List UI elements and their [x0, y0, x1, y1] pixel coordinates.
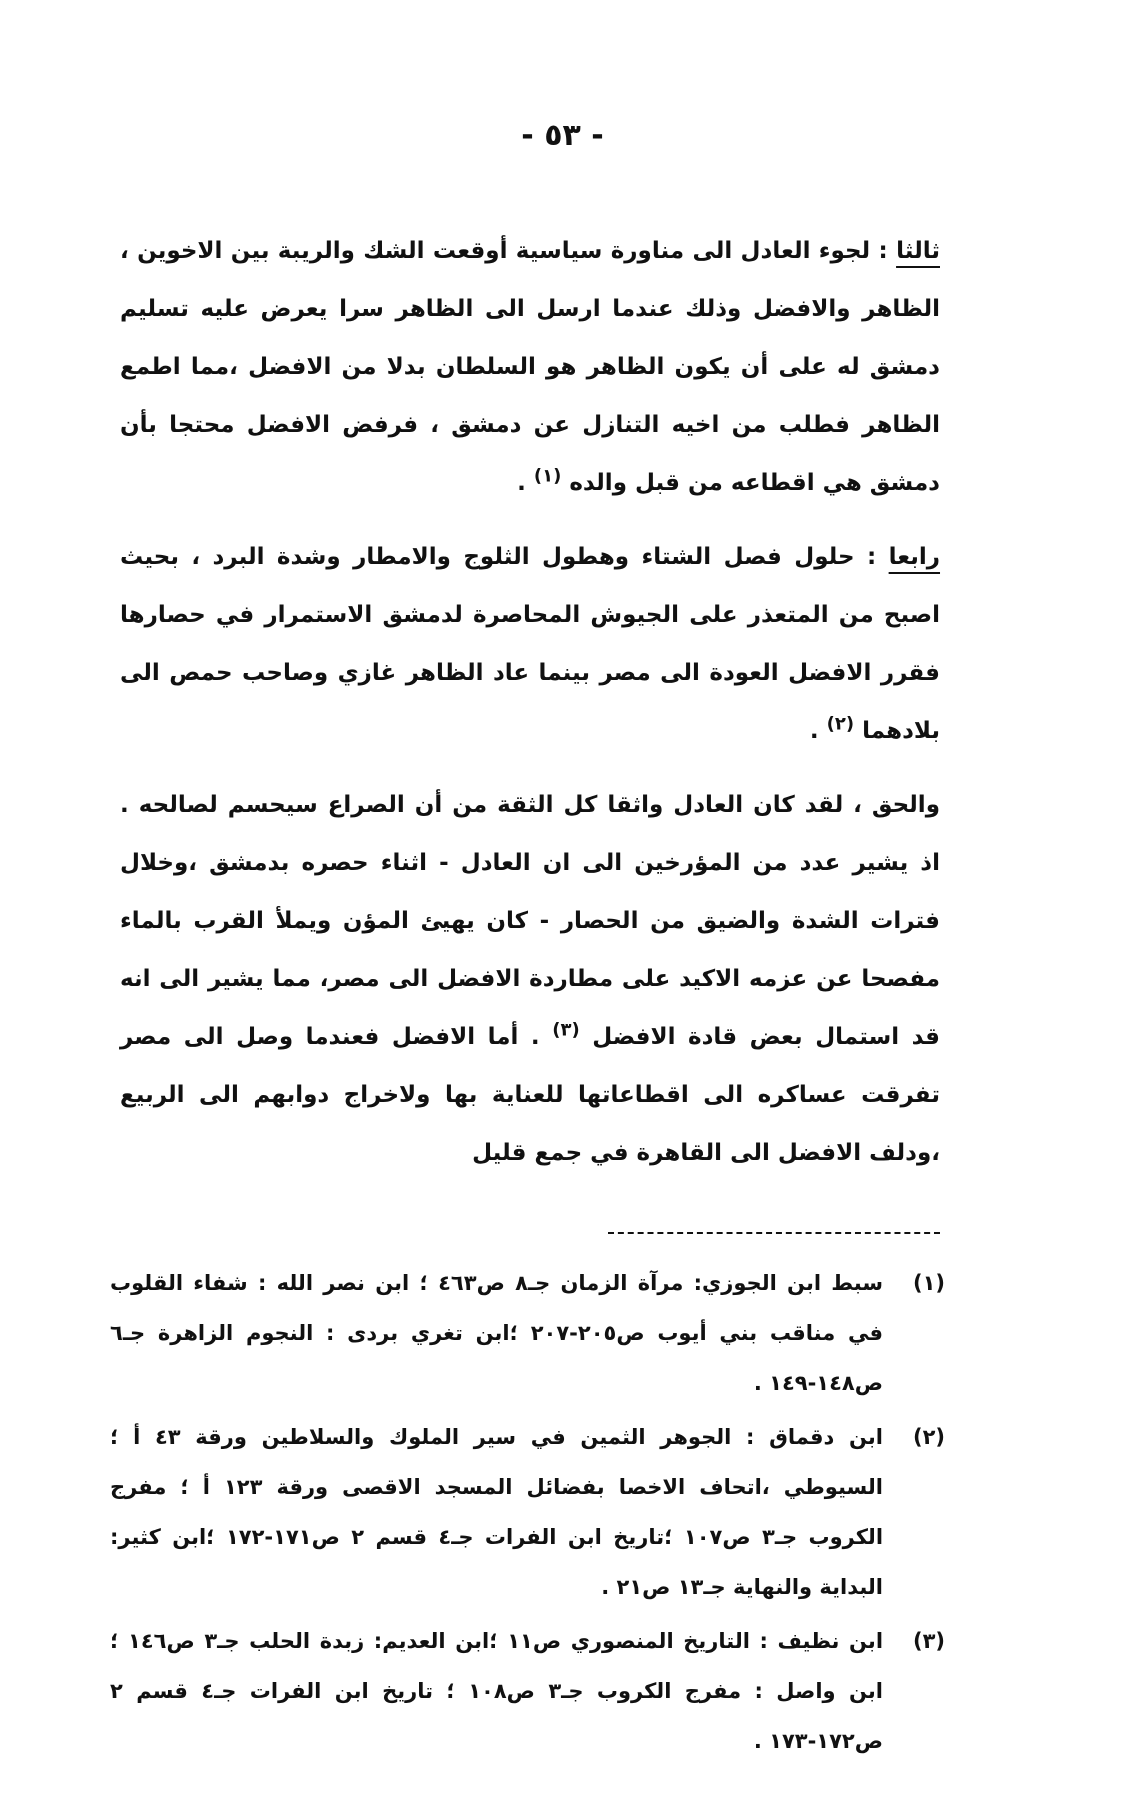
paragraph-end: .	[809, 718, 819, 744]
paragraph-lead: رابعا	[888, 544, 941, 570]
footnotes	[110, 1258, 945, 1770]
footnote-ref[interactable]: (٢)	[826, 713, 855, 735]
footnote-ref[interactable]: (٣)	[552, 1019, 580, 1041]
paragraph-truth	[120, 776, 940, 1182]
paragraph-text: : لجوء العادل الى مناورة سياسية أوقعت الشك والريبة بين الاخوين ، الظاهر والافضل وذلك عندما ارسل الى الظاهر سرا يعرض عليه تسليم دمشق له على أن يكون الظاهر هو السلطان بدلا من الافضل ،مما اطمع الظاهر فطلب من اخيه التنازل عن دمشق ، فرفض الافضل محتجا بأن دمشق هي اقطاعه من قبل والده	[120, 238, 940, 496]
footnote-text: ابن نظيف : التاريخ المنصوري ص١١ ؛ابن العديم: زبدة الحلب جـ٣ ص١٤٦ ؛ابن واصل : مفرج الكروب جـ٣ ص١٠٨ ؛ تاريخ ابن الفرات جـ٤ قسم ٢ ص١٧٢-١٧٣ .	[110, 1629, 884, 1753]
footnote-item	[110, 1412, 945, 1612]
footnote-number: (١)	[912, 1271, 945, 1295]
footnote-ref[interactable]: (١)	[533, 465, 562, 487]
footnote-text: ابن دقماق : الجوهر الثمين في سير الملوك والسلاطين ورقة ٤٣ أ ؛ السيوطي ،اتحاف الاخصا بفضائل المسجد الاقصى ورقة ١٢٣ أ ؛ مفرج الكروب جـ٣ ص١٠٧ ؛تاريخ ابن الفرات جـ٤ قسم ٢ ص١٧١-١٧٢ ؛ابن كثير: البداية والنهاية جـ١٣ ص٢١ .	[110, 1425, 884, 1599]
paragraph-lead: ثالثا	[896, 238, 940, 264]
footnote-text: سبط ابن الجوزي: مرآة الزمان جـ٨ ص٤٦٣ ؛ ابن نصر الله : شفاء القلوب في مناقب بني أيوب ص٢٠٥-٢٠٧ ؛ابن تغري بردى : النجوم الزاهرة جـ٦ ص١٤٨-١٤٩ .	[110, 1271, 884, 1395]
paragraph-third	[120, 222, 940, 512]
paragraph-text: والحق ، لقد كان العادل واثقا كل الثقة من أن الصراع سيحسم لصالحه . اذ يشير عدد من المؤرخين الى ان العادل - اثناء حصره بدمشق ،وخلال فترات الشدة والضيق من الحصار - كان يهيئ المؤن ويملأ القرب بالماء مفصحا عن عزمه الاكيد على مطاردة الافضل الى مصر، مما يشير الى انه قد استمال بعض قادة الافضل	[120, 792, 940, 1050]
paragraph-end: . أما الافضل فعندما وصل الى مصر تفرقت عساكره الى اقطاعاتها للعناية بها ولاخراج دوابهم الى الربيع ،ودلف الافضل الى القاهرة في جمع قليل	[120, 1024, 940, 1166]
footnote-item	[110, 1616, 945, 1766]
footnote-number: (٢)	[912, 1425, 945, 1449]
footnote-separator	[608, 1232, 940, 1234]
paragraph-fourth	[120, 528, 940, 760]
page-number: - ٥٣ -	[521, 118, 604, 153]
footnote-number: (٣)	[912, 1629, 945, 1653]
paragraph-end: .	[517, 470, 526, 496]
main-text	[120, 222, 940, 1182]
paragraph-text: : حلول فصل الشتاء وهطول الثلوج والامطار وشدة البرد ، بحيث اصبح من المتعذر على الجيوش المحاصرة لدمشق الاستمرار في حصارها فقرر الافضل العودة الى مصر بينما عاد الظاهر غازي وصاحب حمص الى بلادهما	[120, 544, 940, 744]
footnote-item	[110, 1258, 945, 1408]
